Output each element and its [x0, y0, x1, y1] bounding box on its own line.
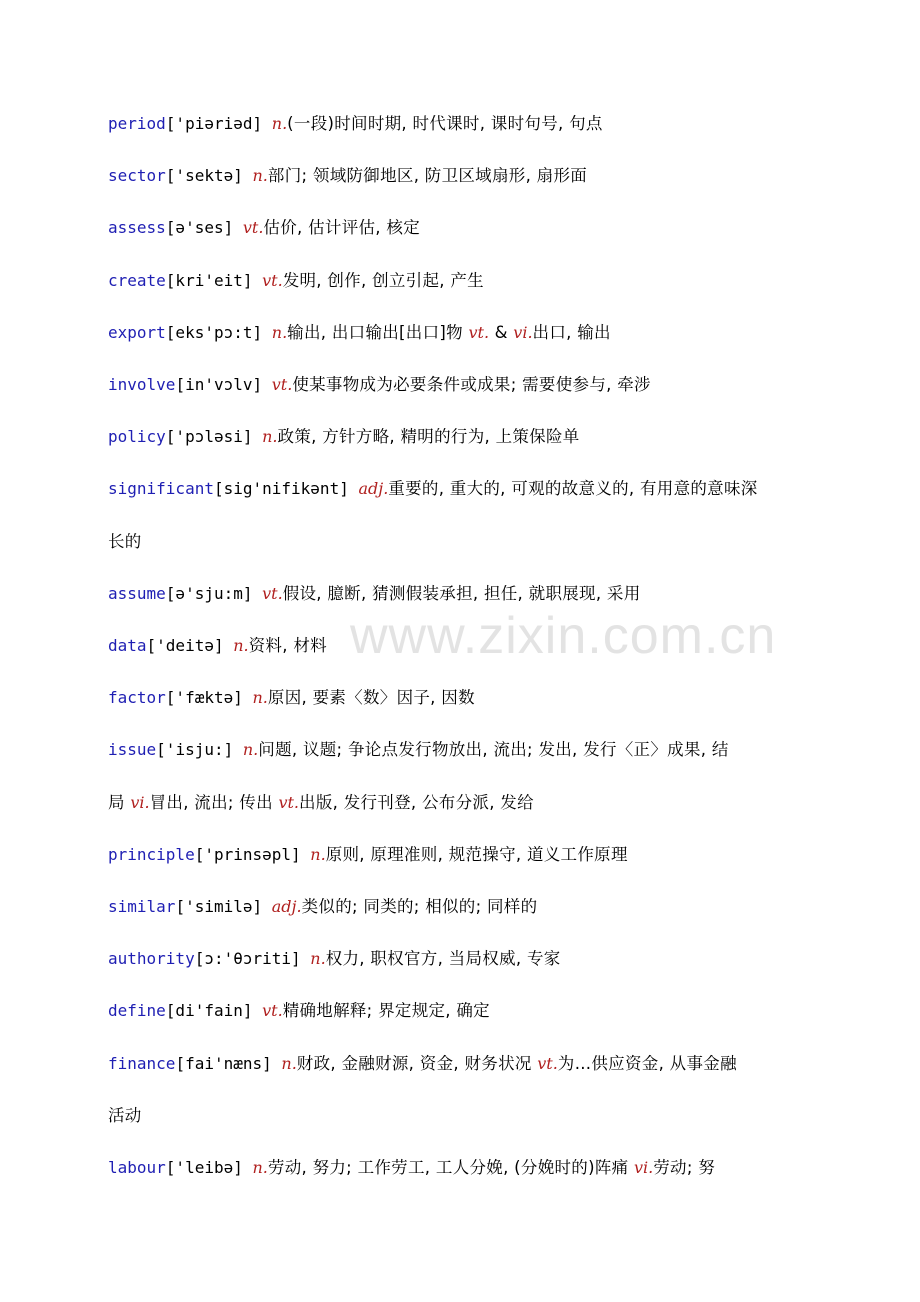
vocabulary-line: [108, 584, 820, 604]
definition: 长的: [108, 531, 142, 551]
headword: similar: [108, 897, 176, 916]
headword: involve: [108, 375, 176, 394]
part-of-speech: n.: [252, 166, 268, 186]
part-of-speech: vt.: [271, 375, 293, 394]
definition: 冒出, 流出; 传出: [149, 792, 279, 812]
definition: 原则, 原理准则, 规范操守, 道义工作原理: [325, 844, 628, 864]
part-of-speech: n.: [281, 1053, 297, 1073]
definition: 估价, 估计评估, 核定: [263, 218, 421, 238]
phonetic: [eks'pɔ:t]: [165, 322, 272, 342]
definition: 资料, 材料: [248, 636, 327, 655]
headword: authority: [108, 949, 195, 969]
definition: 发明, 创作, 创立引起, 产生: [282, 270, 484, 290]
vocabulary-line: [108, 114, 820, 134]
vocabulary-line: [108, 897, 820, 917]
definition: 部门; 领域防御地区, 防卫区域扇形, 扇形面: [267, 166, 588, 186]
phonetic: [ə'sju:m]: [165, 583, 263, 603]
definition: 劳动, 努力; 工作劳工, 工人分娩, (分娩时的)阵痛: [267, 1158, 634, 1177]
definition: 使某事物成为必要条件或成果; 需要使参与, 牵涉: [292, 375, 651, 394]
headword: create: [108, 270, 166, 290]
definition: 问题, 议题; 争论点发行物放出, 流出; 发出, 发行〈正〉成果, 结: [258, 740, 729, 760]
headword: define: [108, 1001, 166, 1021]
definition: 类似的; 同类的; 相似的; 同样的: [301, 897, 538, 916]
vocabulary-line: [108, 688, 820, 708]
definition: 出版, 发行刊登, 公布分派, 发给: [299, 792, 534, 812]
part-of-speech: vi.: [633, 1158, 654, 1177]
vocabulary-line: [108, 1001, 820, 1021]
headword: assume: [108, 583, 166, 603]
headword: issue: [108, 740, 157, 760]
definition: 政策, 方针方略, 精明的行为, 上策保险单: [277, 427, 580, 447]
vocabulary-line: [108, 1054, 820, 1074]
headword: principle: [108, 844, 195, 864]
phonetic: [di'fain]: [165, 1001, 263, 1021]
headword: factor: [108, 688, 166, 708]
part-of-speech: vi.: [130, 792, 150, 812]
headword: assess: [108, 218, 166, 238]
part-of-speech: n.: [252, 688, 268, 708]
definition: 精确地解释; 界定规定, 确定: [282, 1001, 490, 1021]
phonetic: ['piəriəd]: [165, 114, 272, 133]
phonetic: ['similə]: [175, 897, 272, 916]
part-of-speech: n.: [310, 949, 326, 969]
vocabulary-line: [108, 845, 820, 865]
headword: data: [108, 636, 147, 655]
definition: 输出, 出口输出[出口]物: [287, 322, 469, 342]
vocabulary-line: [108, 636, 820, 656]
phonetic: ['sektə]: [165, 166, 253, 186]
headword: policy: [108, 427, 166, 447]
vocabulary-line: [108, 949, 820, 969]
part-of-speech: n.: [233, 636, 249, 655]
part-of-speech: n.: [310, 844, 326, 864]
part-of-speech: n.: [252, 1158, 268, 1177]
vocabulary-line: [108, 479, 820, 499]
phonetic: ['prinsəpl]: [194, 844, 311, 864]
vocabulary-line: [108, 323, 820, 343]
phonetic: [in'vɔlv]: [175, 375, 272, 394]
part-of-speech: n.: [242, 740, 259, 760]
definition: 局: [108, 792, 131, 812]
phonetic: ['fæktə]: [165, 688, 253, 708]
vocabulary-line: [108, 1158, 820, 1178]
vocabulary-line: [108, 218, 820, 238]
part-of-speech: vt.: [537, 1053, 558, 1073]
phonetic: [sig'nifikənt]: [213, 479, 359, 499]
definition: 权力, 职权官方, 当局权威, 专家: [325, 949, 561, 969]
part-of-speech: vt.: [278, 792, 300, 812]
definition: 财政, 金融财源, 资金, 财务状况: [296, 1053, 538, 1073]
vocabulary-line: [108, 166, 820, 186]
definition: 假设, 臆断, 猜测假装承担, 担任, 就职展现, 采用: [282, 583, 641, 603]
phonetic: [kri'eit]: [165, 270, 263, 290]
definition: 重要的, 重大的, 可观的故意义的, 有用意的意味深: [388, 479, 758, 499]
phonetic: ['leibə]: [165, 1158, 253, 1177]
definition: 活动: [108, 1105, 142, 1125]
part-of-speech: vt.: [262, 270, 283, 290]
headword: sector: [108, 166, 166, 186]
phonetic: ['pɔləsi]: [165, 427, 263, 447]
phonetic: [fai'næns]: [175, 1053, 282, 1073]
part-of-speech: vi.: [513, 322, 533, 342]
definition: 为…供应资金, 从事金融: [557, 1053, 737, 1073]
part-of-speech: n.: [271, 322, 288, 342]
vocabulary-line: [108, 793, 820, 813]
vocabulary-line: [108, 740, 820, 760]
part-of-speech: adj.: [358, 479, 389, 499]
part-of-speech: vt.: [242, 218, 264, 238]
headword: period: [108, 114, 166, 133]
part-of-speech: vt.: [262, 1001, 283, 1021]
phonetic: [ə'ses]: [165, 218, 243, 238]
definition: &: [489, 322, 514, 342]
headword: finance: [108, 1053, 176, 1073]
phonetic: ['deitə]: [146, 636, 234, 655]
vocabulary-line: [108, 532, 820, 552]
definition: 劳动; 努: [653, 1158, 716, 1177]
part-of-speech: adj.: [271, 897, 302, 916]
part-of-speech: vt.: [468, 322, 490, 342]
definition: (一段)时间时期, 时代课时, 课时句号, 句点: [287, 114, 603, 133]
vocabulary-line: [108, 375, 820, 395]
headword: export: [108, 322, 166, 342]
definition: 出口, 输出: [532, 322, 611, 342]
part-of-speech: vt.: [262, 583, 283, 603]
headword: labour: [108, 1158, 166, 1177]
headword: significant: [108, 479, 214, 499]
vocabulary-line: [108, 271, 820, 291]
phonetic: [ɔ:'θɔriti]: [194, 949, 311, 969]
part-of-speech: n.: [262, 427, 278, 447]
vocabulary-line: [108, 427, 820, 447]
vocabulary-line: [108, 1106, 820, 1126]
watermark: www.zixin.com.cn: [350, 607, 777, 665]
phonetic: ['isju:]: [156, 740, 243, 760]
part-of-speech: n.: [271, 114, 288, 133]
definition: 原因, 要素〈数〉因子, 因数: [267, 688, 475, 708]
